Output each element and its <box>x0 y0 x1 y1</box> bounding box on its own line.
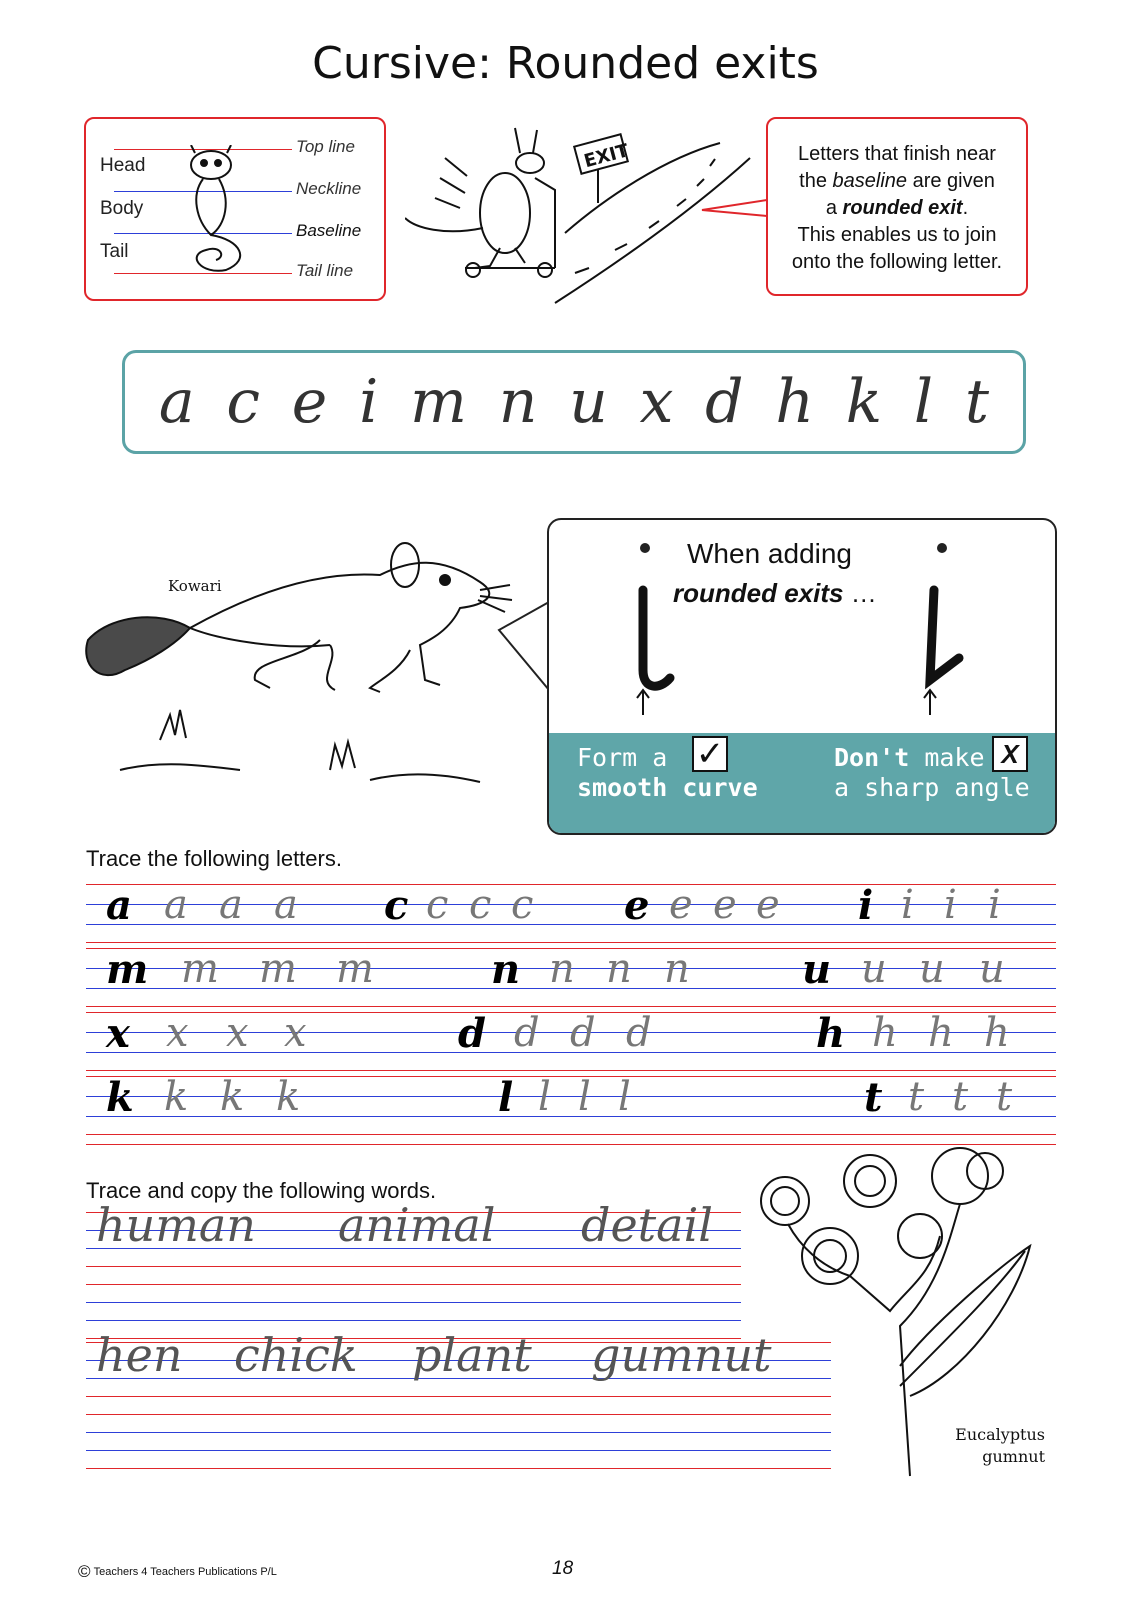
callout-pointer <box>700 198 770 228</box>
trace-letters-heading: Trace the following letters. <box>86 846 342 871</box>
trace-letter: x <box>226 1010 249 1056</box>
trace-letter: l <box>618 1074 631 1120</box>
trace-letter: h <box>984 1010 1010 1056</box>
trace-letter: e <box>756 882 780 928</box>
tip-heading-2: rounded exits … <box>673 578 877 608</box>
callout-line-1: Letters that finish near <box>798 143 996 165</box>
letter-e: e <box>291 367 328 437</box>
tail-label: Tail <box>100 241 129 262</box>
copyright-symbol: © <box>78 1562 91 1581</box>
trace-letter: i <box>901 882 914 928</box>
letter-d: d <box>705 367 744 437</box>
trace-letter: x <box>284 1010 307 1056</box>
trace-letter: h <box>872 1010 898 1056</box>
trace-letter: l <box>578 1074 591 1120</box>
cross-box: X <box>992 736 1028 772</box>
head-label: Head <box>100 155 146 176</box>
model-letter: k <box>106 1074 134 1121</box>
trace-letter: u <box>919 946 945 992</box>
copyright-footer <box>78 1562 277 1582</box>
page-number: 18 <box>552 1558 574 1579</box>
tail-line-label: Tail line <box>296 261 354 280</box>
guide-lines-box <box>84 117 386 301</box>
trace-word: hen <box>96 1328 183 1382</box>
model-letter: m <box>106 946 149 993</box>
trace-letter: m <box>259 946 297 992</box>
model-letter: n <box>491 946 521 993</box>
trace-word: chick <box>234 1328 358 1382</box>
rounded-exit-callout <box>766 117 1028 296</box>
trace-letter: h <box>928 1010 954 1056</box>
letter-x: x <box>639 367 674 437</box>
trace-letter: c <box>426 882 449 928</box>
trace-letter: e <box>713 882 737 928</box>
trace-letter: n <box>606 946 632 992</box>
kowari-illustration <box>80 520 520 800</box>
trace-letter: i <box>988 882 1001 928</box>
trace-letter-row <box>86 1076 1056 1142</box>
rounded-exit-letters-box <box>122 350 1026 454</box>
model-letter: h <box>816 1010 846 1057</box>
trace-word: detail <box>581 1198 714 1252</box>
trace-letter: a <box>219 882 243 928</box>
trace-letter: m <box>181 946 219 992</box>
model-letter: c <box>384 882 409 929</box>
trace-letter: c <box>469 882 492 928</box>
tip-pointer <box>497 598 553 694</box>
trace-word: plant <box>412 1328 532 1382</box>
trace-letter: c <box>511 882 534 928</box>
sharp-angle-letter-i <box>904 540 984 720</box>
top-line-label: Top line <box>296 137 355 156</box>
word-row-1 <box>86 1198 741 1332</box>
model-letter: e <box>624 882 650 929</box>
letter-u: u <box>569 367 608 437</box>
trace-letter: e <box>669 882 693 928</box>
body-label: Body <box>100 198 144 219</box>
model-letter: u <box>802 946 832 993</box>
model-letter: l <box>498 1074 514 1121</box>
letter-i: i <box>359 367 379 437</box>
trace-letter-row <box>86 884 1056 950</box>
page-title: Cursive: Rounded exits <box>312 38 819 89</box>
callout-line-5: onto the following letter. <box>791 251 1003 273</box>
baseline-label: Baseline <box>296 221 362 240</box>
trace-letter: a <box>274 882 298 928</box>
trace-letter: t <box>908 1074 925 1120</box>
trace-letter: m <box>336 946 374 992</box>
smooth-curve-letter-i <box>615 540 695 720</box>
check-box: ✓ <box>692 736 728 772</box>
trace-letter: u <box>861 946 887 992</box>
trace-letter: a <box>164 882 188 928</box>
trace-letter: t <box>996 1074 1013 1120</box>
kowari-label: Kowari <box>168 577 222 595</box>
callout-line-2: the baseline are given <box>799 170 995 192</box>
neckline-label: Neckline <box>296 179 362 198</box>
tip-heading-1: When adding <box>687 538 853 569</box>
letter-c: c <box>226 367 261 437</box>
trace-word: gumnut <box>591 1328 772 1382</box>
trace-letter: x <box>166 1010 189 1056</box>
trace-letter: i <box>944 882 957 928</box>
letter-t: t <box>964 367 989 437</box>
exit-sign-text: EXIT <box>581 140 631 173</box>
trace-letter: n <box>549 946 575 992</box>
model-letter: d <box>458 1010 486 1057</box>
letter-k: k <box>845 367 883 437</box>
bad-tip-text: Don't make a sharp angle <box>834 743 1030 802</box>
letter-h: h <box>775 367 815 437</box>
possum-illustration <box>181 145 261 275</box>
word-row-2 <box>86 1328 831 1470</box>
trace-letter: k <box>164 1074 189 1120</box>
callout-line-4: This enables us to join <box>797 224 997 246</box>
trace-letter: k <box>220 1074 245 1120</box>
trace-word: human <box>96 1198 256 1252</box>
model-letter: t <box>864 1074 883 1121</box>
trace-letter: l <box>538 1074 551 1120</box>
model-letter: i <box>858 882 874 929</box>
good-tip-text: Form a smooth curve <box>577 743 758 802</box>
letter-m: m <box>410 367 467 437</box>
publisher-name: Teachers 4 Teachers Publications P/L <box>93 1566 277 1578</box>
trace-letter: n <box>664 946 690 992</box>
rounded-exit-tip-box <box>547 518 1057 835</box>
trace-letter: u <box>979 946 1005 992</box>
trace-letter: k <box>276 1074 301 1120</box>
model-letter: a <box>106 882 132 929</box>
trace-word: animal <box>338 1198 496 1252</box>
letter-l: l <box>913 367 934 437</box>
trace-letter: d <box>570 1010 596 1056</box>
trace-letter: d <box>626 1010 652 1056</box>
trace-letter: t <box>952 1074 969 1120</box>
callout-line-3: a rounded exit. <box>825 197 969 219</box>
letter-n: n <box>498 367 538 437</box>
model-letter: x <box>106 1010 130 1057</box>
letter-a: a <box>158 367 195 437</box>
trace-letter: d <box>514 1010 540 1056</box>
trace-letter-row <box>86 1012 1056 1078</box>
trace-words-heading: Trace and copy the following words. <box>86 1178 437 1203</box>
gumnut-label: Eucalyptus gumnut <box>955 1425 1045 1466</box>
trace-letter-row <box>86 948 1056 1014</box>
